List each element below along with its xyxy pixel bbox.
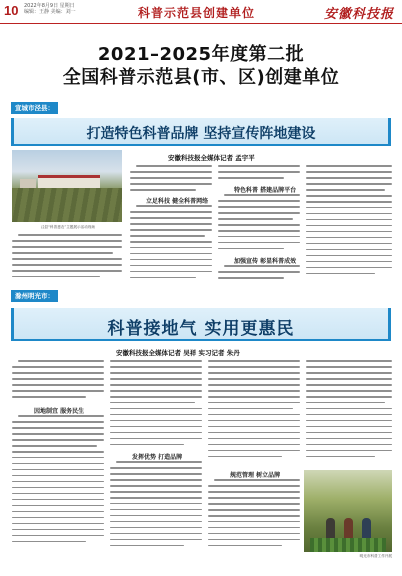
- story2-body-col1a: [12, 360, 104, 404]
- story1-subhead-1: 立足科技 健全科普网络: [146, 198, 209, 205]
- story1-photo-caption: 泾县“科普惠农”主题展示活动现场: [40, 225, 96, 229]
- story1-subhead-2: 特色科普 搭建品牌平台: [234, 187, 297, 194]
- story1-photo: [12, 150, 122, 222]
- story1-body-col3b: [218, 194, 300, 256]
- story2-body-col2a: [110, 360, 202, 452]
- photo-plants: [310, 538, 386, 552]
- story1-column-tag: 宣城市泾县：: [11, 102, 58, 114]
- section-title: 科普示范县创建单位: [138, 6, 256, 20]
- photo-person: [326, 518, 335, 540]
- story2-photo-caption: 明光市科普工作开展: [359, 554, 392, 558]
- issue-date: 2022年8月9日 星期日: [24, 3, 75, 9]
- story2-body-col3b: [208, 479, 300, 555]
- photo-field: [12, 188, 122, 222]
- story1-body-col3a: [218, 165, 300, 185]
- story1-byline: 安徽科技报全媒体记者 孟宇平: [168, 154, 255, 162]
- story2-subhead-3: 规范管理 树立品牌: [230, 472, 281, 479]
- story2-body-col4: [306, 360, 392, 466]
- story1-body-col1b: [12, 234, 122, 284]
- story1-body-col4: [306, 165, 392, 285]
- page-header: [0, 0, 402, 24]
- story2-body-col3a: [208, 360, 300, 468]
- story2-column-tag: 滁州明光市：: [11, 290, 58, 302]
- story2-headline-band: [11, 308, 391, 341]
- story1-body-col3c: [218, 265, 300, 285]
- page-number: 10: [4, 3, 19, 18]
- story1-subhead-3: 加强宣传 彰显科普成效: [234, 258, 297, 265]
- issue-info: [24, 3, 94, 15]
- main-title-line1: 2021–2025年度第二批: [97, 44, 305, 65]
- story2-byline: 安徽科技报全媒体记者 吴祥 实习记者 朱丹: [116, 349, 240, 357]
- photo-person: [362, 518, 371, 540]
- story2-subhead-2: 发挥优势 打造品牌: [132, 454, 183, 461]
- story1-body-col2b: [130, 205, 212, 285]
- story2-body-col1b: [12, 415, 104, 555]
- story2-photo: [304, 470, 392, 552]
- story2-subhead-1: 因地制宜 服务民生: [34, 408, 85, 415]
- photo-building: [38, 175, 100, 189]
- masthead-logo: 安徽科技报: [323, 7, 394, 22]
- story1-body-col2a: [130, 165, 212, 195]
- story1-headline-band: [11, 118, 391, 146]
- main-title-line2: 全国科普示范县(市、区)创建单位: [62, 67, 340, 88]
- issue-editors: 编辑：王静 美编：刘一: [24, 9, 76, 15]
- photo-person: [344, 518, 353, 540]
- story2-headline: 科普接地气 实用更惠民: [107, 319, 295, 339]
- story2-body-col2b: [110, 461, 202, 555]
- story1-headline: 打造特色科普品牌 坚持宣传阵地建设: [86, 126, 316, 142]
